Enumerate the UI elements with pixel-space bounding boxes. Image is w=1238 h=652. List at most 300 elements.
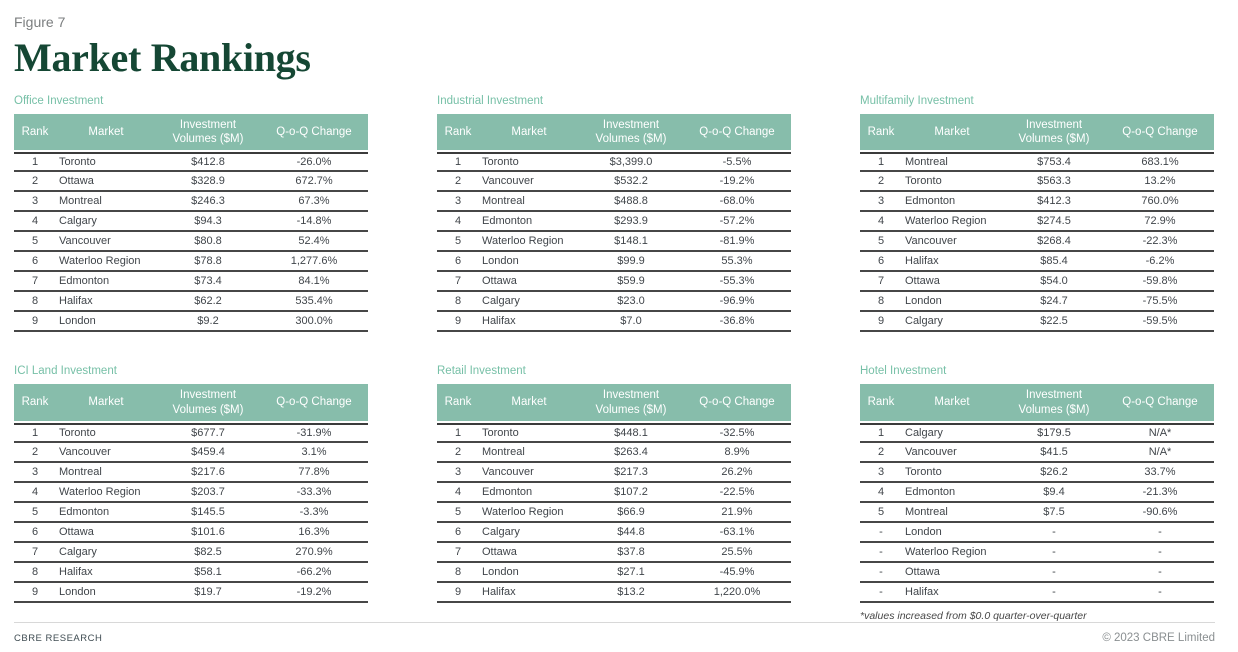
ici-land-investment-table: [14, 384, 368, 603]
rank-cell: 7: [860, 272, 902, 292]
volume-cell: $677.7: [156, 423, 260, 443]
rank-cell: 2: [14, 172, 56, 192]
rank-cell: 7: [14, 272, 56, 292]
table-row: [860, 563, 1214, 583]
table-header-row: [14, 384, 368, 423]
market-cell: Vancouver: [902, 232, 1002, 252]
volume-cell: $62.2: [156, 292, 260, 312]
tables-grid: [14, 95, 1215, 622]
change-cell: 300.0%: [260, 312, 368, 332]
change-cell: 21.9%: [683, 503, 791, 523]
change-cell: 3.1%: [260, 443, 368, 463]
table-header-row: [437, 114, 791, 153]
section-title: ICI Land Investment: [14, 365, 117, 378]
change-cell: 55.3%: [683, 252, 791, 272]
rank-cell: 4: [437, 212, 479, 232]
footer-brand: CBRE RESEARCH: [14, 633, 103, 644]
volume-cell: $412.8: [156, 152, 260, 172]
market-cell: Vancouver: [56, 232, 156, 252]
column-header: Rank: [437, 114, 479, 153]
table-row: [14, 523, 368, 543]
column-header: Rank: [437, 384, 479, 423]
volume-cell: $9.2: [156, 312, 260, 332]
table-row: [860, 212, 1214, 232]
table-row: [14, 172, 368, 192]
table-section-ici-land-investment: [14, 365, 368, 622]
change-cell: -14.8%: [260, 212, 368, 232]
column-header: Investment Volumes ($M): [579, 384, 683, 423]
change-cell: -22.5%: [683, 483, 791, 503]
rank-cell: 2: [860, 172, 902, 192]
column-header: Q-o-Q Change: [683, 384, 791, 423]
change-cell: -33.3%: [260, 483, 368, 503]
section-title: Office Investment: [14, 94, 104, 107]
change-cell: 77.8%: [260, 463, 368, 483]
section-title: Industrial Investment: [437, 94, 544, 107]
column-header: Investment Volumes ($M): [156, 114, 260, 153]
volume-cell: -: [1002, 543, 1106, 563]
table-row: [437, 503, 791, 523]
volume-cell: $7.0: [579, 312, 683, 332]
table-row: [860, 152, 1214, 172]
market-cell: Vancouver: [479, 172, 579, 192]
table-row: [14, 483, 368, 503]
table-row: [437, 312, 791, 332]
volume-cell: $27.1: [579, 563, 683, 583]
rank-cell: 5: [14, 232, 56, 252]
market-cell: London: [56, 583, 156, 603]
market-cell: London: [902, 292, 1002, 312]
market-cell: Toronto: [56, 423, 156, 443]
rank-cell: 7: [14, 543, 56, 563]
table-footnote: *values increased from $0.0 quarter-over-quarter: [860, 609, 1087, 622]
table-row: [860, 423, 1214, 443]
table-row: [437, 292, 791, 312]
change-cell: -59.8%: [1106, 272, 1214, 292]
market-cell: Ottawa: [902, 272, 1002, 292]
market-cell: Waterloo Region: [479, 503, 579, 523]
rank-cell: 4: [14, 212, 56, 232]
market-cell: Waterloo Region: [902, 543, 1002, 563]
table-row: [437, 192, 791, 212]
rank-cell: 1: [14, 423, 56, 443]
volume-cell: $26.2: [1002, 463, 1106, 483]
market-cell: Ottawa: [479, 272, 579, 292]
rank-cell: 1: [860, 152, 902, 172]
market-cell: Calgary: [479, 292, 579, 312]
change-cell: 72.9%: [1106, 212, 1214, 232]
change-cell: -57.2%: [683, 212, 791, 232]
volume-cell: $263.4: [579, 443, 683, 463]
rank-cell: 9: [14, 312, 56, 332]
rank-cell: 1: [14, 152, 56, 172]
market-cell: Halifax: [902, 252, 1002, 272]
volume-cell: $274.5: [1002, 212, 1106, 232]
rank-cell: 4: [860, 212, 902, 232]
volume-cell: $23.0: [579, 292, 683, 312]
rank-cell: -: [860, 583, 902, 603]
change-cell: N/A*: [1106, 423, 1214, 443]
market-cell: Edmonton: [902, 192, 1002, 212]
rank-cell: 4: [14, 483, 56, 503]
table-row: [860, 232, 1214, 252]
market-cell: Waterloo Region: [56, 483, 156, 503]
market-cell: Halifax: [56, 563, 156, 583]
rank-cell: 6: [437, 523, 479, 543]
table-row: [14, 423, 368, 443]
column-header: Investment Volumes ($M): [1002, 384, 1106, 423]
rank-cell: 3: [437, 192, 479, 212]
hotel-investment-table: [860, 384, 1214, 603]
volume-cell: $107.2: [579, 483, 683, 503]
table-row: [14, 192, 368, 212]
change-cell: -81.9%: [683, 232, 791, 252]
rank-cell: 9: [14, 583, 56, 603]
column-header: Rank: [14, 384, 56, 423]
table-row: [437, 152, 791, 172]
volume-cell: $37.8: [579, 543, 683, 563]
rank-cell: 3: [860, 192, 902, 212]
market-cell: Montreal: [902, 503, 1002, 523]
market-cell: Montreal: [56, 463, 156, 483]
column-header: Q-o-Q Change: [1106, 384, 1214, 423]
volume-cell: -: [1002, 523, 1106, 543]
volume-cell: $85.4: [1002, 252, 1106, 272]
change-cell: 1,277.6%: [260, 252, 368, 272]
volume-cell: $328.9: [156, 172, 260, 192]
table-row: [860, 252, 1214, 272]
volume-cell: $80.8: [156, 232, 260, 252]
table-section-industrial-investment: [437, 95, 791, 333]
market-cell: Ottawa: [56, 172, 156, 192]
market-cell: Ottawa: [479, 543, 579, 563]
column-header: Market: [902, 114, 1002, 153]
change-cell: 52.4%: [260, 232, 368, 252]
footer-copyright: © 2023 CBRE Limited: [1102, 632, 1215, 644]
rank-cell: 8: [437, 292, 479, 312]
column-header: Market: [479, 384, 579, 423]
table-row: [437, 272, 791, 292]
rank-cell: 8: [14, 292, 56, 312]
change-cell: -32.5%: [683, 423, 791, 443]
market-cell: Halifax: [479, 583, 579, 603]
rank-cell: 6: [14, 523, 56, 543]
table-section-office-investment: [14, 95, 368, 333]
table-row: [860, 443, 1214, 463]
volume-cell: $59.9: [579, 272, 683, 292]
column-header: Investment Volumes ($M): [156, 384, 260, 423]
office-investment-table: [14, 114, 368, 333]
volume-cell: $41.5: [1002, 443, 1106, 463]
change-cell: 33.7%: [1106, 463, 1214, 483]
market-cell: London: [479, 563, 579, 583]
market-cell: Edmonton: [56, 272, 156, 292]
change-cell: -96.9%: [683, 292, 791, 312]
rank-cell: 3: [14, 463, 56, 483]
table-row: [14, 272, 368, 292]
rank-cell: 4: [860, 483, 902, 503]
column-header: Rank: [14, 114, 56, 153]
table-header-row: [437, 384, 791, 423]
table-row: [437, 252, 791, 272]
column-header: Market: [56, 384, 156, 423]
table-row: [437, 443, 791, 463]
rank-cell: 2: [860, 443, 902, 463]
change-cell: 84.1%: [260, 272, 368, 292]
change-cell: -3.3%: [260, 503, 368, 523]
column-header: Market: [902, 384, 1002, 423]
volume-cell: $246.3: [156, 192, 260, 212]
volume-cell: $22.5: [1002, 312, 1106, 332]
rank-cell: 2: [14, 443, 56, 463]
column-header: Market: [56, 114, 156, 153]
market-cell: Calgary: [56, 212, 156, 232]
change-cell: -63.1%: [683, 523, 791, 543]
change-cell: 13.2%: [1106, 172, 1214, 192]
table-row: [860, 172, 1214, 192]
market-cell: Halifax: [902, 583, 1002, 603]
change-cell: 760.0%: [1106, 192, 1214, 212]
change-cell: -59.5%: [1106, 312, 1214, 332]
market-cell: Ottawa: [902, 563, 1002, 583]
market-cell: Toronto: [56, 152, 156, 172]
table-row: [860, 483, 1214, 503]
market-cell: Toronto: [902, 463, 1002, 483]
table-header-row: [860, 384, 1214, 423]
change-cell: -5.5%: [683, 152, 791, 172]
market-cell: Calgary: [479, 523, 579, 543]
table-row: [14, 212, 368, 232]
section-title: Retail Investment: [437, 365, 526, 378]
column-header: Market: [479, 114, 579, 153]
market-cell: Halifax: [479, 312, 579, 332]
market-cell: Vancouver: [902, 443, 1002, 463]
rank-cell: 3: [437, 463, 479, 483]
table-row: [437, 543, 791, 563]
change-cell: 16.3%: [260, 523, 368, 543]
volume-cell: $293.9: [579, 212, 683, 232]
table-row: [860, 503, 1214, 523]
market-cell: Edmonton: [56, 503, 156, 523]
table-row: [437, 172, 791, 192]
market-cell: Toronto: [479, 152, 579, 172]
table-section-retail-investment: [437, 365, 791, 622]
rank-cell: 5: [437, 232, 479, 252]
market-cell: Montreal: [479, 443, 579, 463]
change-cell: -90.6%: [1106, 503, 1214, 523]
column-header: Investment Volumes ($M): [1002, 114, 1106, 153]
rank-cell: 8: [860, 292, 902, 312]
column-header: Investment Volumes ($M): [579, 114, 683, 153]
volume-cell: -: [1002, 583, 1106, 603]
change-cell: 26.2%: [683, 463, 791, 483]
volume-cell: $58.1: [156, 563, 260, 583]
volume-cell: $3,399.0: [579, 152, 683, 172]
change-cell: 1,220.0%: [683, 583, 791, 603]
change-cell: -31.9%: [260, 423, 368, 443]
table-row: [14, 543, 368, 563]
table-row: [860, 463, 1214, 483]
rank-cell: -: [860, 523, 902, 543]
page-title: Market Rankings: [14, 34, 311, 80]
market-cell: Montreal: [902, 152, 1002, 172]
change-cell: -: [1106, 543, 1214, 563]
change-cell: -45.9%: [683, 563, 791, 583]
change-cell: 25.5%: [683, 543, 791, 563]
market-cell: Edmonton: [479, 212, 579, 232]
rank-cell: 5: [437, 503, 479, 523]
change-cell: 8.9%: [683, 443, 791, 463]
rank-cell: 6: [14, 252, 56, 272]
volume-cell: $54.0: [1002, 272, 1106, 292]
table-row: [437, 232, 791, 252]
volume-cell: $532.2: [579, 172, 683, 192]
retail-investment-table: [437, 384, 791, 603]
rank-cell: 3: [14, 192, 56, 212]
table-row: [437, 423, 791, 443]
market-cell: Montreal: [56, 192, 156, 212]
change-cell: -21.3%: [1106, 483, 1214, 503]
market-cell: London: [902, 523, 1002, 543]
table-row: [14, 563, 368, 583]
table-row: [860, 192, 1214, 212]
volume-cell: $179.5: [1002, 423, 1106, 443]
market-cell: Ottawa: [56, 523, 156, 543]
table-row: [14, 463, 368, 483]
rank-cell: 6: [437, 252, 479, 272]
table-row: [860, 523, 1214, 543]
volume-cell: $488.8: [579, 192, 683, 212]
change-cell: -26.0%: [260, 152, 368, 172]
rank-cell: 1: [437, 152, 479, 172]
market-cell: Vancouver: [479, 463, 579, 483]
change-cell: N/A*: [1106, 443, 1214, 463]
multifamily-investment-table: [860, 114, 1214, 333]
market-cell: Calgary: [56, 543, 156, 563]
change-cell: -66.2%: [260, 563, 368, 583]
rank-cell: 1: [437, 423, 479, 443]
section-title: Multifamily Investment: [860, 94, 974, 107]
volume-cell: $753.4: [1002, 152, 1106, 172]
market-cell: Waterloo Region: [479, 232, 579, 252]
rank-cell: -: [860, 563, 902, 583]
table-row: [437, 212, 791, 232]
volume-cell: $9.4: [1002, 483, 1106, 503]
market-cell: Toronto: [902, 172, 1002, 192]
column-header: Rank: [860, 114, 902, 153]
change-cell: -: [1106, 583, 1214, 603]
table-row: [14, 443, 368, 463]
table-header-row: [14, 114, 368, 153]
table-row: [14, 503, 368, 523]
rank-cell: 1: [860, 423, 902, 443]
market-cell: Montreal: [479, 192, 579, 212]
market-cell: Waterloo Region: [56, 252, 156, 272]
market-cell: Vancouver: [56, 443, 156, 463]
column-header: Rank: [860, 384, 902, 423]
table-row: [14, 292, 368, 312]
volume-cell: $94.3: [156, 212, 260, 232]
volume-cell: $217.6: [156, 463, 260, 483]
table-row: [437, 523, 791, 543]
change-cell: -6.2%: [1106, 252, 1214, 272]
volume-cell: $73.4: [156, 272, 260, 292]
column-header: Q-o-Q Change: [260, 384, 368, 423]
table-row: [437, 563, 791, 583]
volume-cell: $268.4: [1002, 232, 1106, 252]
rank-cell: 2: [437, 443, 479, 463]
table-section-multifamily-investment: [860, 95, 1214, 333]
change-cell: -22.3%: [1106, 232, 1214, 252]
rank-cell: 2: [437, 172, 479, 192]
table-row: [14, 152, 368, 172]
market-cell: Toronto: [479, 423, 579, 443]
table-row: [860, 272, 1214, 292]
table-row: [860, 312, 1214, 332]
market-cell: London: [56, 312, 156, 332]
change-cell: -68.0%: [683, 192, 791, 212]
volume-cell: $459.4: [156, 443, 260, 463]
volume-cell: $24.7: [1002, 292, 1106, 312]
table-section-hotel-investment: [860, 365, 1214, 622]
change-cell: 67.3%: [260, 192, 368, 212]
change-cell: -: [1106, 563, 1214, 583]
column-header: Q-o-Q Change: [1106, 114, 1214, 153]
volume-cell: $82.5: [156, 543, 260, 563]
table-row: [860, 543, 1214, 563]
volume-cell: $101.6: [156, 523, 260, 543]
table-row: [860, 583, 1214, 603]
volume-cell: -: [1002, 563, 1106, 583]
rank-cell: 7: [437, 272, 479, 292]
table-row: [437, 463, 791, 483]
change-cell: 270.9%: [260, 543, 368, 563]
change-cell: 535.4%: [260, 292, 368, 312]
market-cell: Halifax: [56, 292, 156, 312]
change-cell: -75.5%: [1106, 292, 1214, 312]
column-header: Q-o-Q Change: [260, 114, 368, 153]
rank-cell: -: [860, 543, 902, 563]
table-row: [14, 583, 368, 603]
rank-cell: 9: [437, 583, 479, 603]
rank-cell: 6: [860, 252, 902, 272]
volume-cell: $203.7: [156, 483, 260, 503]
market-cell: Edmonton: [902, 483, 1002, 503]
change-cell: -19.2%: [260, 583, 368, 603]
volume-cell: $78.8: [156, 252, 260, 272]
volume-cell: $19.7: [156, 583, 260, 603]
figure-label: Figure 7: [14, 14, 66, 30]
table-row: [437, 583, 791, 603]
market-cell: Calgary: [902, 312, 1002, 332]
market-cell: Calgary: [902, 423, 1002, 443]
table-header-row: [860, 114, 1214, 153]
change-cell: -: [1106, 523, 1214, 543]
volume-cell: $44.8: [579, 523, 683, 543]
change-cell: -55.3%: [683, 272, 791, 292]
volume-cell: $99.9: [579, 252, 683, 272]
table-row: [860, 292, 1214, 312]
rank-cell: 7: [437, 543, 479, 563]
table-row: [14, 252, 368, 272]
rank-cell: 8: [14, 563, 56, 583]
column-header: Q-o-Q Change: [683, 114, 791, 153]
volume-cell: $448.1: [579, 423, 683, 443]
section-title: Hotel Investment: [860, 365, 947, 378]
market-cell: Edmonton: [479, 483, 579, 503]
page-footer: [14, 622, 1215, 644]
table-row: [437, 483, 791, 503]
